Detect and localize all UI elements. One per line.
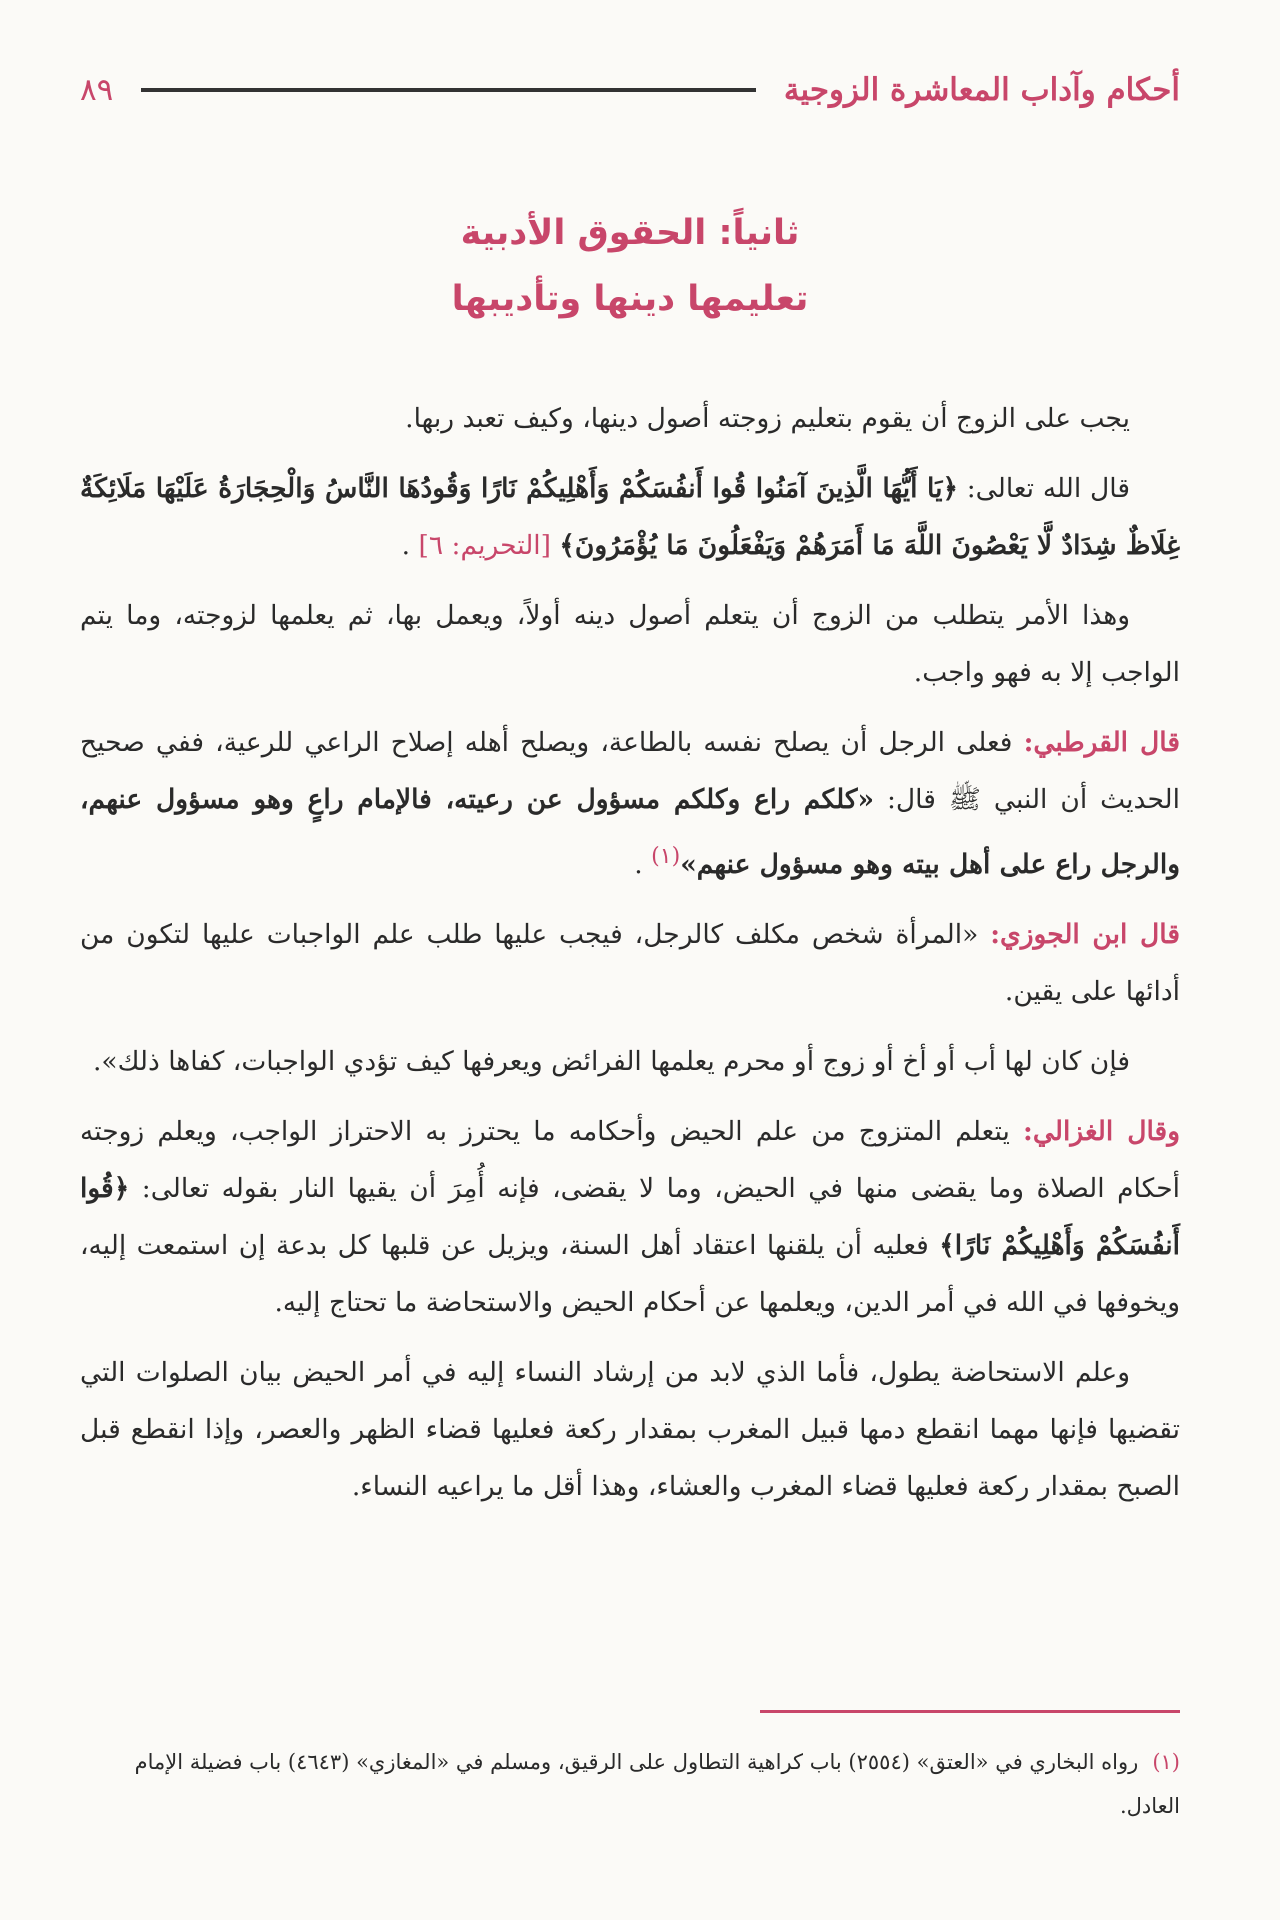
footnote-number: (١)	[1152, 1750, 1180, 1774]
quran-verse: ﴿يَا أَيُّهَا الَّذِينَ آمَنُوا قُوا أَنفُسَكُمْ وَأَهْلِيكُمْ نَارًا وَقُودُهَا النَّاسُ وَالْحِجَارَةُ عَلَيْهَا مَلَائِكَةٌ غِلَاظٌ شِدَادٌ لَّا يَعْصُونَ اللَّهَ مَا أَمَرَهُمْ وَيَفْعَلُونَ مَا يُؤْمَرُونَ﴾	[80, 473, 1180, 561]
ghazali-text-1: يتعلم المتزوج من علم الحيض وأحكامه ما يحترز به الاحتراز الواجب، ويعلم زوجته أحكام الصلاة وما يقضى منها في الحيض، وما لا يقضى، فإنه أُمِرَ أن يقيها النار بقوله تعالى:	[80, 1115, 1180, 1204]
footnote-rule	[760, 1710, 1180, 1713]
footnote-marker[interactable]: (١)	[651, 844, 681, 869]
speaker-ibn-jawzi: قال ابن الجوزي:	[990, 918, 1181, 950]
paragraph-end: .	[634, 848, 652, 880]
paragraph-3: وهذا الأمر يتطلب من الزوج أن يتعلم أصول دينه أولاً، ويعمل بها، ثم يعلمها لزوجته، وما يتم الواجب إلا به فهو واجب.	[80, 600, 1180, 688]
paragraph-6: فإن كان لها أب أو أخ أو زوج أو محرم يعلمها الفرائض ويعرفها كيف تؤدي الواجبات، كفاها ذلك».	[92, 1045, 1130, 1077]
section-heading: ثانياً: الحقوق الأدبية	[460, 213, 800, 253]
body-text	[80, 390, 1180, 1528]
quran-verse-short: ﴿قُوا أَنفُسَكُمْ وَأَهْلِيكُمْ نَارًا﴾	[80, 1172, 1180, 1261]
subsection-heading: تعليمها دينها وتأديبها	[451, 279, 809, 319]
speaker-ghazali: وقال الغزالي:	[1023, 1115, 1180, 1147]
ghazali-text-2: فعليه أن يلقنها اعتقاد أهل السنة، ويزيل عن قلبها كل بدعة إن استمعت إليه، ويخوفها في الله في أمر الدين، ويعلمها عن أحكام الحيض والاستحاضة ما تحتاج إليه.	[80, 1229, 1180, 1318]
running-title: أحكام وآداب المعاشرة الزوجية	[783, 72, 1180, 108]
hadith-text: «كلكم راع وكلكم مسؤول عن رعيته، فالإمام راعٍ وهو مسؤول عنهم، والرجل راع على أهل بيته وهو مسؤول عنهم»	[80, 784, 1180, 880]
heading-block	[80, 200, 1180, 332]
ibn-jawzi-text: «المرأة شخص مكلف كالرجل، فيجب عليها طلب علم الواجبات عليها لتكون من أدائها على يقين.	[80, 918, 1180, 1007]
speaker-qurtubi: قال القرطبي:	[1023, 727, 1180, 758]
quran-reference: [التحريم: ٦]	[418, 530, 560, 561]
footnote-text: رواه البخاري في «العتق» (٢٥٥٤) باب كراهية التطاول على الرقيق، ومسلم في «المغازي» (٤٦٤٣) باب فضيلة الإمام العادل.	[134, 1750, 1180, 1818]
footnotes	[80, 1740, 1180, 1828]
book-page	[80, 50, 1180, 1890]
paragraph-7	[80, 1103, 1180, 1331]
paragraph-1: يجب على الزوج أن يقوم بتعليم زوجته أصول دينها، وكيف تعبد ربها.	[405, 403, 1130, 434]
paragraph-8: وعلم الاستحاضة يطول، فأما الذي لابد من إرشاد النساء إليه في أمر الحيض بيان الصلوات التي تقضيها فإنها مهما انقطع دمها قبيل المغرب بمقدار ركعة فعليها قضاء الظهر والعصر، وإذا انقطع قبل الصبح بمقدار ركعة فعليها قضاء المغرب والعشاء، وهذا أقل ما يراعيه النساء.	[80, 1356, 1180, 1502]
paragraph-2	[80, 460, 1180, 574]
paragraph-end: .	[401, 530, 419, 561]
qurtubi-text: فعلى الرجل أن يصلح نفسه بالطاعة، ويصلح أهله إصلاح الراعي للرعية، ففي صحيح الحديث أن النبي ﷺ قال:	[80, 727, 1180, 815]
paragraph-4	[80, 714, 1180, 893]
running-header	[80, 60, 1180, 120]
footnote-1	[80, 1740, 1180, 1828]
header-rule	[141, 88, 756, 92]
quran-intro: قال الله تعالى:	[957, 473, 1130, 504]
page-number: ٨٩	[80, 72, 114, 108]
paragraph-5	[80, 906, 1180, 1020]
